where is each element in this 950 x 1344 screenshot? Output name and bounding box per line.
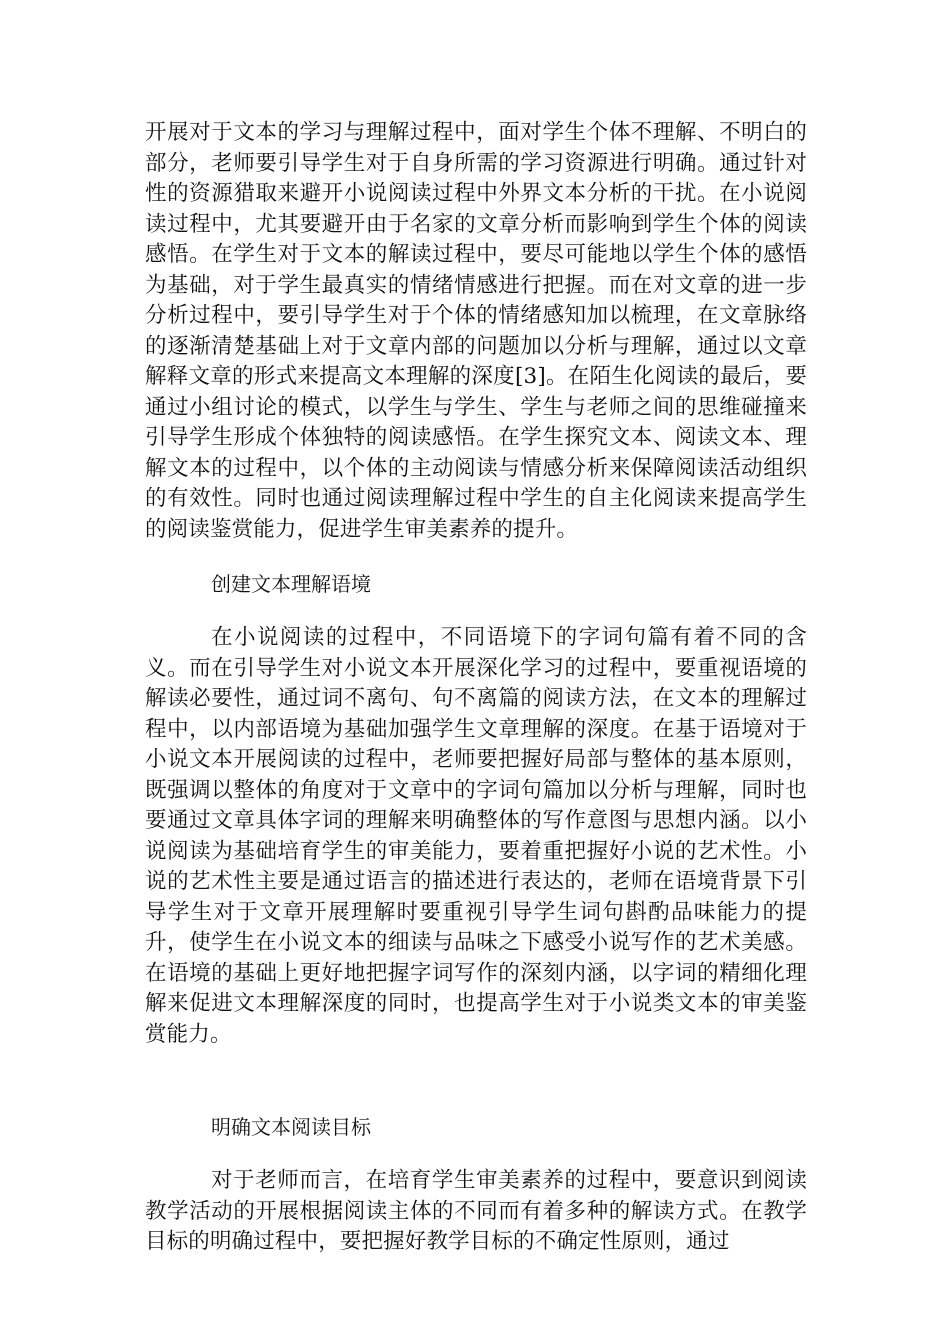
document-page (145, 118, 807, 1258)
section-heading: 明确文本阅读目标 (211, 1115, 371, 1139)
section-heading: 创建文本理解语境 (211, 572, 371, 596)
body-paragraph: 开展对于文本的学习与理解过程中，面对学生个体不理解、不明白的部分，老师要引导学生对于自身所需的学习资源进行明确。通过针对性的资源猎取来避开小说阅读过程中外界文本分析的干扰。在小说阅读过程中，尤其要避开由于名家的文章分析而影响到学生个体的阅读感悟。在学生对于文本的解读过程中，要尽可能地以学生个体的感悟为基础，对于学生最真实的情绪情感进行把握。而在对文章的进一步分析过程中，要引导学生对于个体的情绪感知加以梳理，在文章脉络的逐渐清楚基础上对于文章内部的问题加以分析与理解，通过以文章解释文章的形式来提高文本理解的深度[3]。在陌生化阅读的最后，要通过小组讨论的模式，以学生与学生、学生与老师之间的思维碰撞来引导学生形成个体独特的阅读感悟。在学生探究文本、阅读文本、理解文本的过程中，以个体的主动阅读与情感分析来保障阅读活动组织的有效性。同时也通过阅读理解过程中学生的自主化阅读来提高学生的阅读鉴赏能力，促进学生审美素养的提升。 (145, 120, 807, 542)
body-paragraph: 对于老师而言，在培育学生审美素养的过程中，要意识到阅读教学活动的开展根据阅读主体的不同而有着多种的解读方式。在教学目标的明确过程中，要把握好教学目标的不确定性原则，通过 (145, 1168, 807, 1254)
body-paragraph: 在小说阅读的过程中，不同语境下的字词句篇有着不同的含义。而在引导学生对小说文本开展深化学习的过程中，要重视语境的解读必要性，通过词不离句、句不离篇的阅读方法，在文本的理解过程中，以内部语境为基础加强学生文章理解的深度。在基于语境对于小说文本开展阅读的过程中，老师要把握好局部与整体的基本原则，既强调以整体的角度对于文章中的字词句篇加以分析与理解，同时也要通过文章具体字词的理解来明确整体的写作意图与思想内涵。以小说阅读为基础培育学生的审美能力，要着重把握好小说的艺术性。小说的艺术性主要是通过语言的描述进行表达的，老师在语境背景下引导学生对于文章开展理解时要重视引导学生词句斟酌品味能力的提升，使学生在小说文本的细读与品味之下感受小说写作的艺术美感。在语境的基础上更好地把握字词写作的深刻内涵，以字词的精细化理解来促进文本理解深度的同时，也提高学生对于小说类文本的审美鉴赏能力。 (145, 625, 807, 1047)
